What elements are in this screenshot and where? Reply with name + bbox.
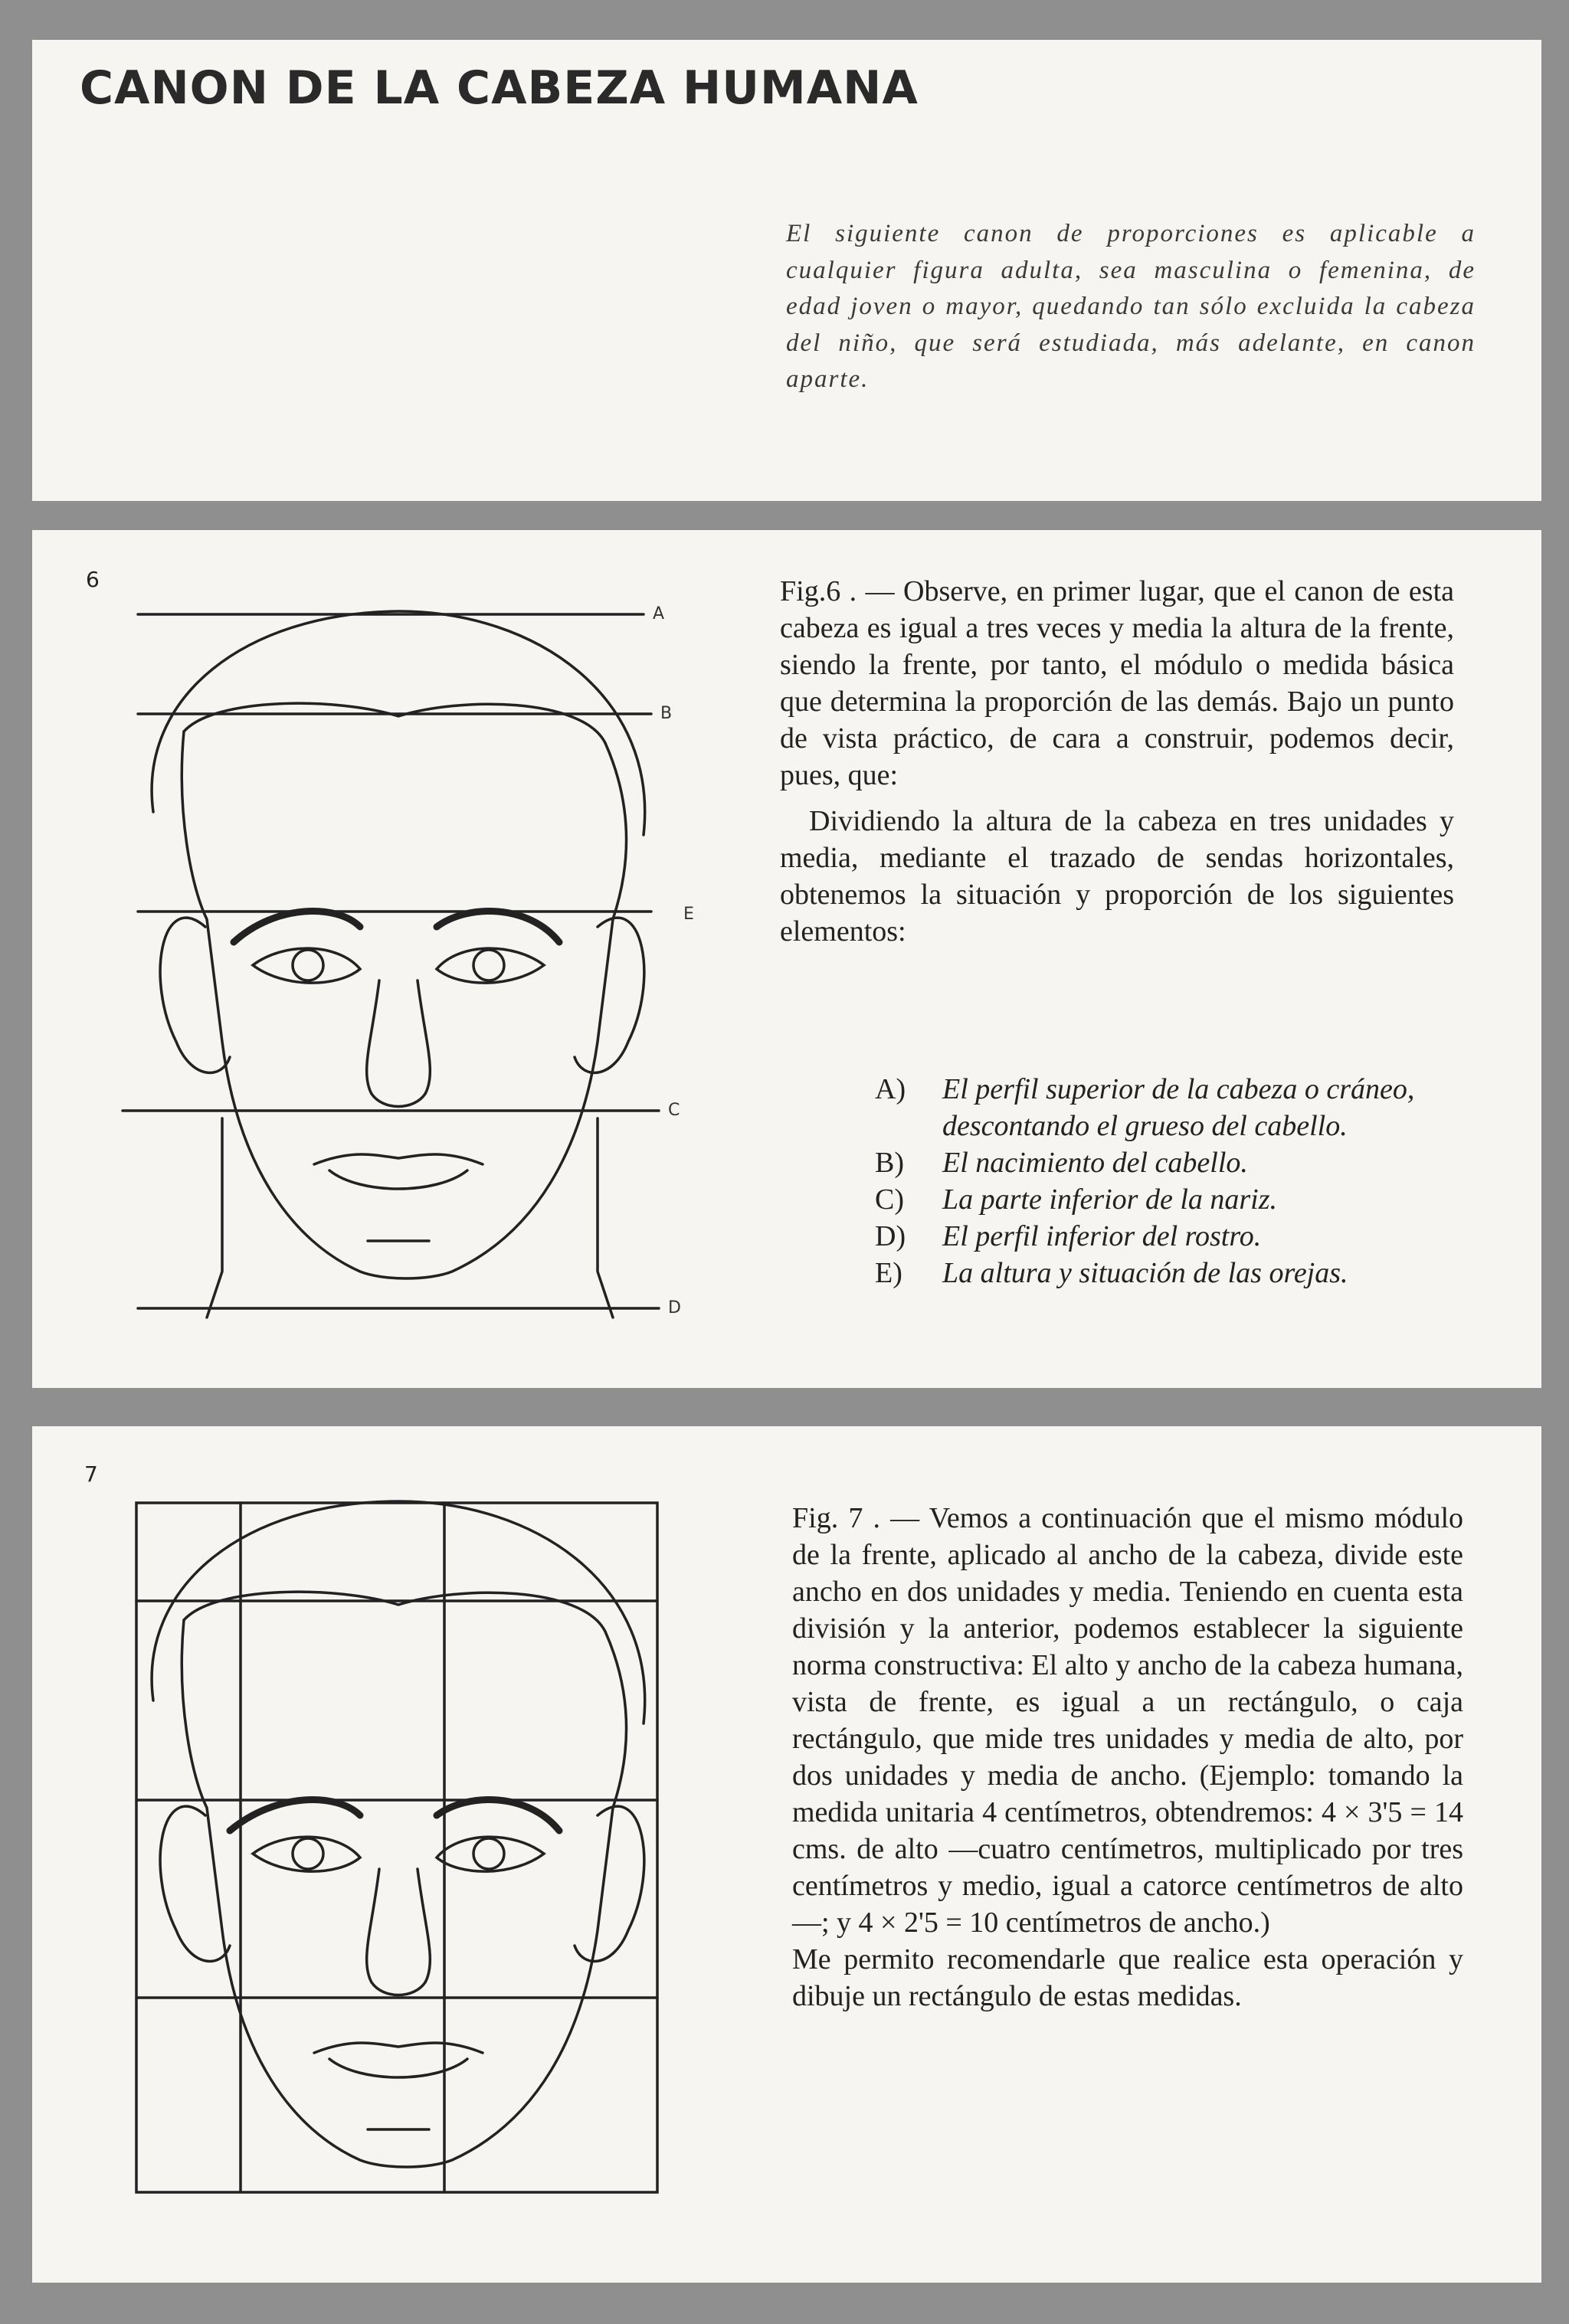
line-label-c: C [668, 1101, 680, 1120]
list-item: A) El perfil superior de la cabeza o cráneo, descontando el grueso del cabello. [875, 1073, 1415, 1142]
elements-list [875, 1071, 1472, 1291]
figure-6-number: 6 [86, 567, 100, 592]
list-item: B) El nacimiento del cabello. [875, 1147, 1248, 1179]
line-label-e: E [683, 905, 694, 924]
figure-7-text [792, 1500, 1463, 2015]
line-label-b: B [660, 704, 673, 723]
figure-7-head-drawing [107, 1471, 705, 2206]
line-label-d: D [668, 1298, 681, 1317]
figure-7-number: 7 [84, 1462, 98, 1487]
page-title: CANON DE LA CABEZA HUMANA [80, 61, 919, 115]
figure-6-text [780, 573, 1454, 950]
intro-paragraph: El siguiente canon de proporciones es aplicable a cualquier figura adulta, sea masculina o femenina, de edad joven o mayor, quedando tan sólo excluida la cabeza del niño, que será estudiada, más adelante, en canon aparte. [786, 220, 1476, 393]
list-item: C) La parte inferior de la nariz. [875, 1183, 1278, 1216]
list-item: D) El perfil inferior del rostro. [875, 1220, 1262, 1252]
figure-7-paragraph-2: Me permito recomendarle que realice esta operación y dibuje un rectángulo de estas medidas. [792, 1943, 1463, 2012]
figure-7-paragraph-1: Fig. 7 . — Vemos a continuación que el mismo módulo de la frente, aplicado al ancho de la cabeza, divide este ancho en dos unidades y media. Teniendo en cuenta esta división y la anterior, podemos establecer la siguiente norma constructiva: El alto y ancho de la cabeza humana, vista de frente, es igual a un rectángulo, o caja rectángulo, que mide tres unidades y media de alto, por dos unidades y media de ancho. (Ejemplo: tomando la medida unitaria 4 centímetros, obtendremos: 4 × 3'5 = 14 cms. de alto —cuatro centímetros, multiplicado por tres centímetros y medio, igual a catorce centímetros de alto—; y 4 × 2'5 = 10 centímetros de ancho.) [792, 1502, 1463, 1939]
figure-6-head-drawing [107, 582, 720, 1333]
figure-6-paragraph-1: Fig.6 . — Observe, en primer lugar, que el canon de esta cabeza es igual a tres veces y media la altura de la frente, siendo la frente, por tanto, el módulo o medida básica que determina la proporción de las demás. Bajo un punto de vista práctico, de cara a construir, podemos decir, pues, que: [780, 575, 1454, 791]
list-item: E) La altura y situación de las orejas. [875, 1257, 1348, 1289]
figure-6-paragraph-2: Dividiendo la altura de la cabeza en tres unidades y media, mediante el trazado de sendas horizontales, obtenemos la situación y proporción de los siguientes elementos: [780, 805, 1454, 948]
line-label-a: A [653, 604, 665, 624]
